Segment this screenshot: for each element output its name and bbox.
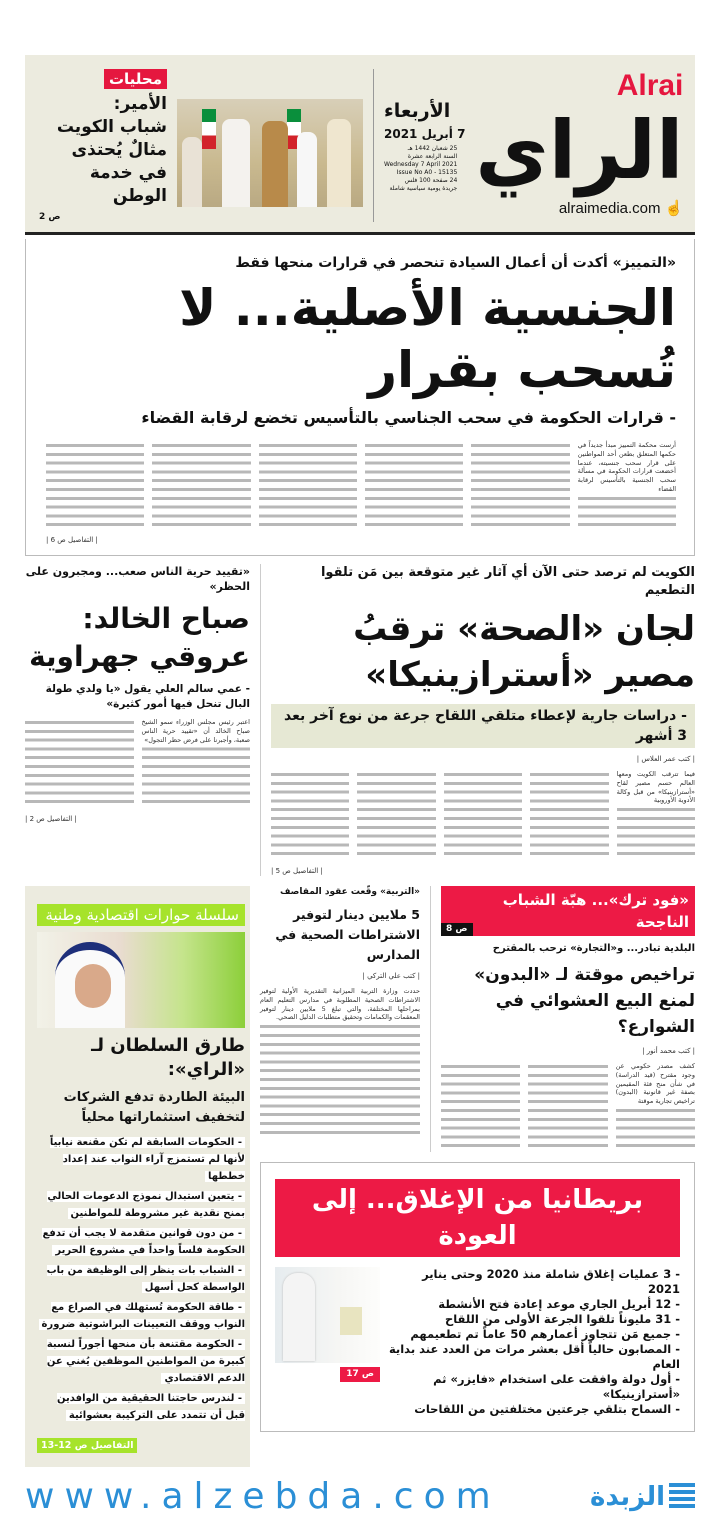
education-story[interactable]	[260, 886, 420, 1137]
body-column	[528, 1062, 607, 1152]
logo-block	[475, 69, 683, 219]
headline-line: عروقي جهراوية	[29, 640, 250, 673]
right-column	[260, 886, 695, 1432]
corona-kicker: الكويت لم ترصد حتى الآن أي آثار غير متوقعة بين مَن تلقوا التطعيم	[320, 565, 695, 598]
body-column: اعتبر رئيس مجلس الوزراء سمو الشيخ صباح الخالد أن «تقييد حرية الناس صعبة، وأجبرنا على فرض حظر التجول»	[142, 718, 251, 808]
body-column: كشف مصدر حكومي عن وجود مقترح (قيد الدراسة) في شأن منح فئة المقيمين بصفة غير قانونية (البدون) تراخيص تجارية موقتة	[616, 1062, 695, 1152]
hand-pointer-icon: ☝	[664, 200, 684, 217]
britain-page: ص 17	[340, 1367, 380, 1382]
education-headline	[260, 905, 420, 965]
interview-bullet: - الحكومة مقتنعة بأن منحها أجوراً لنسبة كبيرة من المواطنين الموظفين يُغني عن الدعم الاقتصادي	[46, 1339, 245, 1384]
main-subhead: - قرارات الحكومة في سحب الجناسي بالتأسيس تخضع لرقابة القضاء	[141, 408, 676, 427]
side-headline[interactable]	[39, 93, 167, 208]
corona-headline: لجان «الصحة» ترقبُ مصير «أسترازينيكا»	[353, 609, 695, 695]
sabah-kicker: «تقييد حرية الناس صعب... ومجبرون على الحظر»	[25, 565, 250, 593]
date-label: 7 أبريل 2021	[384, 127, 466, 141]
side-headline-line: في خدمة الوطن	[89, 163, 167, 206]
lab-photo	[275, 1267, 380, 1363]
sabah-subhead: - عمي سالم العلي يقول «يا ولدي طولة البال تنحل فيها أمور كثيرة»	[45, 683, 250, 710]
row-2	[25, 564, 695, 876]
interview-more[interactable]: التفاصيل ص 12-13	[37, 1438, 137, 1453]
watermark-logo	[590, 1479, 695, 1515]
interview-box[interactable]	[25, 886, 250, 1467]
headline-line: 5 ملايين دينار لتوفير	[293, 907, 420, 922]
interview-subhead	[37, 1088, 245, 1128]
meta-line: 24 صفحة 100 فلس	[404, 177, 458, 184]
britain-bullet: - أول دولة وافقت على استخدام «فايزر» ثم «أسترازينيكا»	[433, 1372, 680, 1401]
sabah-more[interactable]: | التفاصيل ص 2 |	[25, 815, 77, 823]
bidoon-headline	[441, 962, 695, 1040]
body-column	[530, 770, 608, 860]
education-byline: | كتب علي التركي |	[362, 972, 420, 980]
main-story[interactable]	[25, 239, 695, 556]
subhead-line: البيئة الطاردة تدفع الشركات	[63, 1090, 245, 1105]
britain-bullet: - جميع مَن تتجاوز أعمارهم 50 عاماً تم تطعيمهم	[410, 1327, 680, 1341]
body-column	[365, 441, 463, 531]
body-column	[259, 441, 357, 531]
foodtruck-banner: «فود ترك»... هبّة الشباب الناجحة	[502, 891, 689, 931]
divider	[430, 886, 431, 1152]
subhead-line: لتخفيف استثماراتها محلياً	[81, 1110, 245, 1125]
main-headline: الجنسية الأصلية... لا تُسحب بقرار	[179, 279, 676, 399]
headline-line: تراخيص موقتة لـ «البدون»	[474, 965, 695, 985]
row-3-stories	[260, 886, 695, 1152]
day-label: الأربعاء	[384, 100, 451, 122]
interview-bullet: - من دون قوانين متقدمة لا يجب أن تدفع الحكومة فلساً واحداً في مشروع الحرير	[42, 1228, 245, 1256]
body-column	[444, 770, 522, 860]
body-column	[471, 441, 569, 531]
section-badge-local[interactable]: محليات	[104, 69, 167, 89]
interview-bullet: - الشباب بات ينظر إلى الوظيفة من باب الواسطة كحل أسهل	[46, 1265, 245, 1293]
meta-line: Issue No A0 - 15135	[396, 169, 458, 176]
bidoon-kicker: البلدية تبادر... و«التجارة» ترحب بالمقترح	[492, 943, 695, 954]
date-block	[384, 99, 465, 193]
bidoon-body	[441, 1062, 695, 1152]
britain-bullet: - 31 مليوناً تلقوا الجرعة الأولى من اللقاح	[444, 1312, 680, 1326]
body-column: أرست محكمة التمييز مبدأ جديداً في حكمها المتعلق بطعن أحد المواطنين على قرار سحب جنسيته، عندما أخضعت قرارات الحكومة في مسألة سحب الجنسية بالتأسيس لرقابة القضاء	[578, 441, 676, 531]
emir-photo	[177, 99, 363, 207]
interview-bullet: - يتعين استبدال نموذج الدعومات الحالي بمنح نقدية غير مشروطة للمواطنين	[47, 1191, 245, 1219]
side-story[interactable]	[39, 69, 167, 222]
interview-bullet: - لندرس حاجتنا الحقيقية من الوافدين قبل أن تتمدد على التركيبة بعشوائية	[57, 1393, 245, 1421]
main-more[interactable]: | التفاصيل ص 6 |	[46, 536, 98, 544]
sabah-headline	[25, 600, 250, 676]
corona-story[interactable]	[271, 564, 695, 876]
meta-line: 25 شعبان 1442 هـ	[407, 145, 458, 152]
logo-ar: الراي	[475, 104, 684, 197]
issue-meta	[384, 145, 457, 193]
row-3	[25, 886, 695, 1467]
bidoon-byline: | كتب محمد أنور |	[642, 1047, 695, 1055]
sabah-story[interactable]	[25, 564, 250, 824]
interview-headline: طارق السلطان لـ «الراي»:	[91, 1035, 245, 1080]
britain-box[interactable]	[260, 1162, 695, 1432]
britain-bullet: - السماح بتلقي جرعتين مختلفتين من اللقاحات	[414, 1402, 680, 1416]
headline-line: الاشتراطات الصحية في المدارس	[275, 927, 420, 962]
britain-bullet: - 12 أبريل الجاري موعد إعادة فتح الأنشطة	[438, 1297, 680, 1311]
meta-line: جريدة يومية سياسية شاملة	[389, 185, 458, 192]
interview-bullet: - طاقة الحكومة تُستهلك في الصراع مع النواب ووقف التعيينات البراشوتية ضرورة	[37, 1299, 245, 1333]
headline-line: صباح الخالد:	[82, 602, 250, 635]
corona-more[interactable]: | التفاصيل ص 5 |	[271, 867, 323, 875]
corona-subhead: - دراسات جارية لإعطاء متلقي اللقاح جرعة من نوع آخر بعد 3 أشهر	[271, 704, 695, 748]
education-body: حددت وزارة التربية الميزانية التقديرية الأولية لتوفير الاشتراطات الصحية المطلوبة في مدارس التعليم العام بمراحلها المختلفة، والتي تبلغ 5 ملايين دينار لتوفير المعقمات والكمامات وتحقيق متطلبات الدليل الصحي.	[260, 987, 420, 1137]
lines-icon	[669, 1483, 695, 1511]
side-headline-line: الأمير:	[113, 94, 167, 114]
series-banner: سلسلة حوارات اقتصادية وطنية	[37, 904, 245, 926]
britain-banner: بريطانيا من الإغلاق... إلى العودة	[275, 1179, 680, 1257]
interview-bullets	[37, 1134, 245, 1427]
bidoon-story[interactable]	[441, 886, 695, 1152]
divider	[373, 69, 374, 222]
side-page-ref: ص 2	[39, 212, 61, 222]
website-link[interactable]	[559, 199, 684, 219]
body-column	[357, 770, 435, 860]
body-column	[46, 441, 144, 531]
meta-line: Wednesday 7 April 2021	[384, 161, 458, 168]
main-body	[46, 441, 676, 531]
interview-photo	[37, 932, 245, 1028]
main-kicker: «التمييز» أكدت أن أعمال السيادة تنحصر في قرارات منحها فقط	[235, 255, 676, 271]
corona-body	[271, 770, 695, 860]
interview-bullet: - الحكومات السابقة لم تكن مقنعة نيابياً لأنها لم تستمزج آراء النواب عند إعداد خططها	[49, 1137, 245, 1182]
foodtruck-page: ص 8	[441, 923, 473, 936]
side-headline-line: مثالٌ يُحتذى	[71, 140, 167, 160]
watermark-logo-text: الزبدة	[590, 1482, 665, 1512]
body-column	[441, 1062, 520, 1152]
corona-byline: | كتب عمر العلاس |	[636, 755, 695, 763]
britain-bullet: - 3 عمليات إغلاق شاملة منذ 2020 وحتى يناير 2021	[422, 1267, 680, 1296]
website-text: alraimedia.com	[558, 200, 661, 217]
body-column	[25, 718, 134, 808]
body-column	[271, 770, 349, 860]
watermark-url: www.alzebda.com	[25, 1476, 501, 1517]
body-column	[152, 441, 250, 531]
meta-line: السنة الرابعة عشرة	[407, 153, 458, 160]
britain-bullet: - المصابون حالياً أقل بعشر مرات من العدد عند بداية العام	[388, 1342, 680, 1371]
watermark	[25, 1475, 695, 1519]
masthead	[25, 55, 695, 235]
logo-en: Alrai	[616, 69, 684, 102]
foodtruck-banner-box[interactable]	[441, 886, 695, 936]
body-column: فيما تترقب الكويت ومعها العالم حسم مصير لقاح «أسترازينيكا» من قبل وكالة الأدوية الأوروبية	[617, 770, 695, 860]
britain-bullets	[388, 1267, 680, 1417]
divider	[260, 564, 261, 876]
headline-line: لمنع البيع العشوائي في الشوارع؟	[495, 991, 695, 1037]
education-kicker: «التربية» وقّعت عقود المقاصف	[279, 887, 420, 897]
sabah-body	[25, 718, 250, 808]
side-headline-line: شباب الكويت	[56, 117, 167, 137]
